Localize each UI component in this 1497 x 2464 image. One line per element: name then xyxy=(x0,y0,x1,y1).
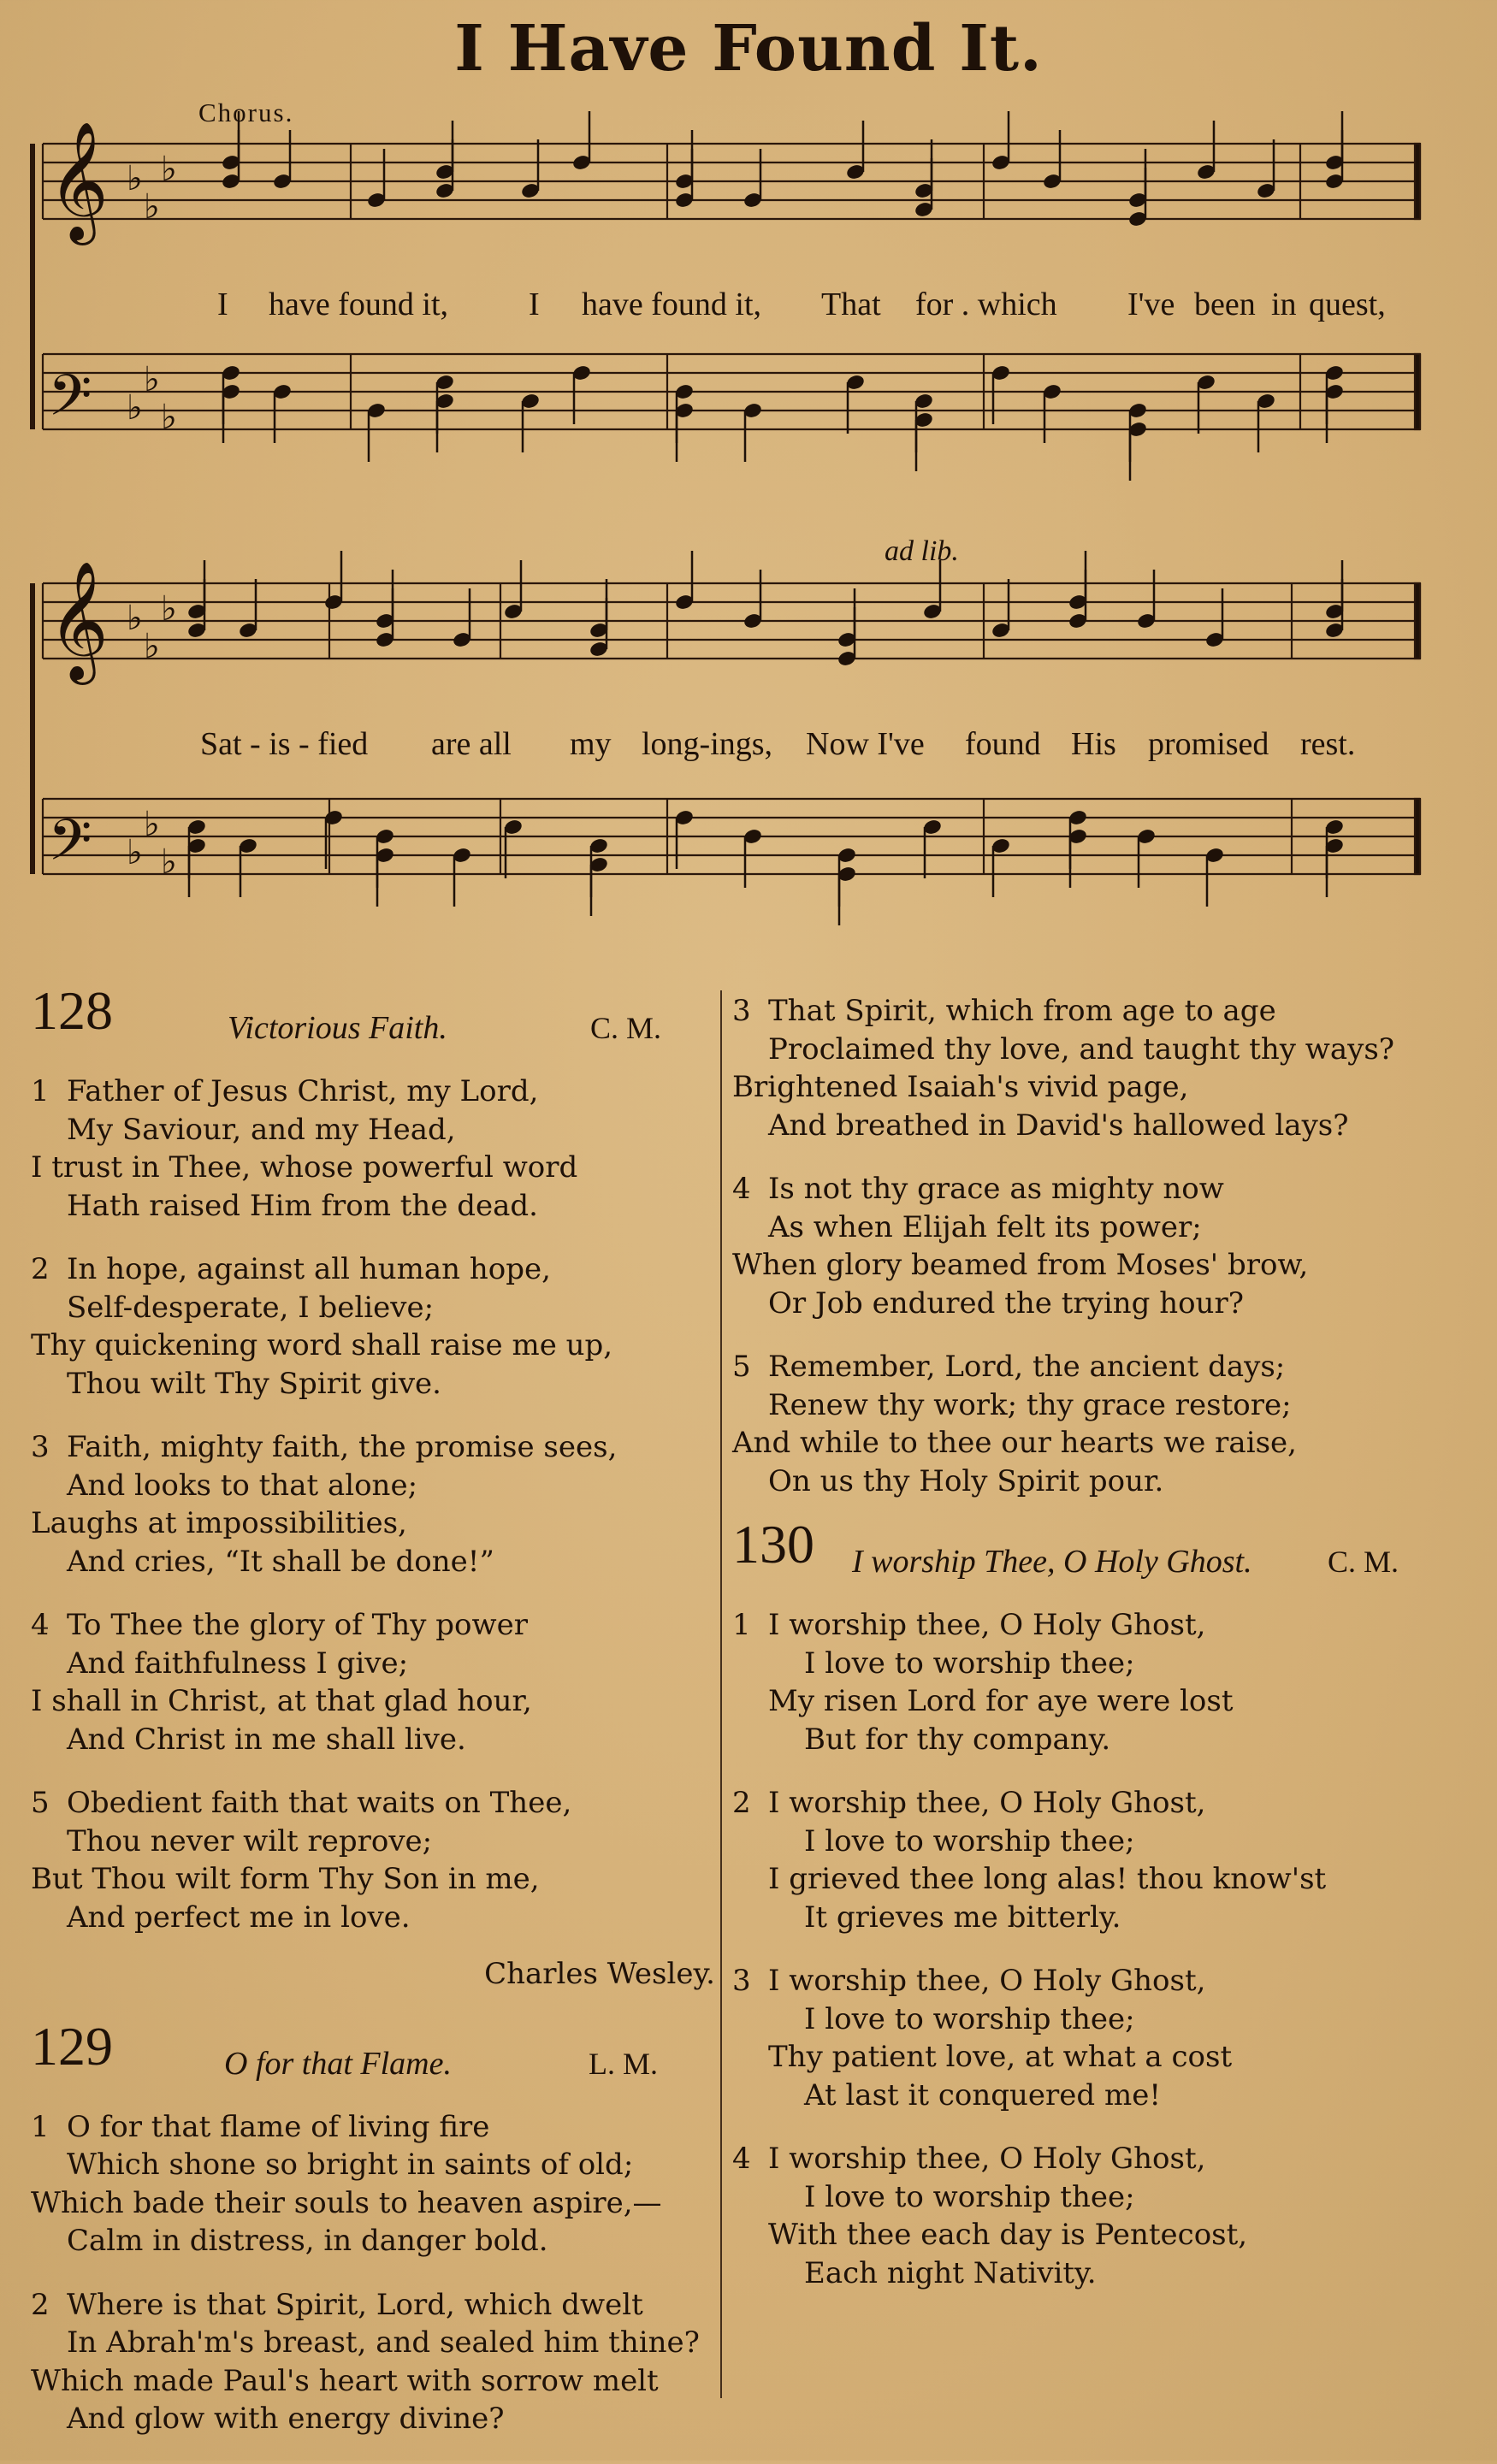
lyric-word: my xyxy=(570,726,612,762)
line-text: I worship thee, O Holy Ghost, xyxy=(768,1786,1206,1820)
stanza-line xyxy=(31,1289,715,1327)
stanza-number: 3 xyxy=(732,994,751,1028)
line-text: I worship thee, O Holy Ghost, xyxy=(768,2142,1206,2176)
line-text: And Christ in me shall live. xyxy=(67,1722,466,1757)
lyric-word: His xyxy=(1071,726,1116,762)
stanza-line xyxy=(732,1107,1468,1145)
stanza-line xyxy=(732,1899,1468,1937)
hymn-128 xyxy=(31,980,715,1994)
lyric-word: long-ings, xyxy=(642,726,773,762)
line-text: At last it conquered me! xyxy=(804,2077,1161,2112)
sheet-music xyxy=(0,0,1497,941)
stanza-line xyxy=(732,2077,1468,2115)
lyric-word: I've xyxy=(1127,287,1175,322)
stanza-line xyxy=(31,1327,715,1365)
lyric-word: have found it, xyxy=(269,287,449,322)
stanza-line xyxy=(31,1187,715,1226)
hymn-number: 129 xyxy=(31,2015,113,2077)
svg-text:♭: ♭ xyxy=(144,805,160,844)
stanza xyxy=(31,1606,715,1758)
stanza-line xyxy=(732,1348,1468,1386)
hymn-heading: Victorious Faith. xyxy=(228,1010,447,1046)
line-text: Thy quickening word shall raise me up, xyxy=(31,1328,613,1362)
line-text: Or Job endured the trying hour? xyxy=(768,1285,1244,1321)
hymn-130 xyxy=(732,1514,1468,2292)
stanza-number: 5 xyxy=(31,1786,50,1820)
line-text: Calm in distress, in danger bold. xyxy=(67,2224,548,2258)
line-text: Which shone so bright in saints of old; xyxy=(67,2148,634,2182)
line-text: O for that flame of living fire xyxy=(67,2109,490,2144)
line-text: And while to thee our hearts we raise, xyxy=(732,1426,1297,1460)
stanza-number: 4 xyxy=(732,2142,751,2176)
stanza-line xyxy=(31,1860,715,1899)
stanza-number: 1 xyxy=(31,1074,50,1108)
stanza-line xyxy=(31,1784,715,1823)
stanza-number: 4 xyxy=(31,1608,50,1642)
line-text: I love to worship thee; xyxy=(804,1823,1135,1858)
svg-text:♭: ♭ xyxy=(127,388,143,428)
stanza-line xyxy=(31,2146,715,2184)
line-text: With thee each day is Pentecost, xyxy=(768,2218,1248,2252)
lyric-word: in xyxy=(1271,287,1297,322)
left-column xyxy=(31,980,715,2464)
stanza-line xyxy=(732,2000,1468,2039)
line-text: Thy patient love, at what a cost xyxy=(768,2040,1233,2074)
hymn-heading: O for that Flame. xyxy=(224,2045,452,2082)
stanza-line xyxy=(732,2254,1468,2293)
svg-text:𝄢: 𝄢 xyxy=(48,807,92,887)
stanza-line xyxy=(732,1246,1468,1285)
lyric-word: have found it, xyxy=(582,287,762,322)
stanza-line xyxy=(31,2362,715,2401)
stanza-line xyxy=(31,1149,715,1187)
lyric-word: rest. xyxy=(1300,726,1356,762)
stanza-line xyxy=(31,2400,715,2438)
svg-text:♭: ♭ xyxy=(144,627,160,666)
line-text: As when Elijah felt its power; xyxy=(768,1209,1202,1244)
line-text: That Spirit, which from age to age xyxy=(768,994,1276,1028)
stanza-number: 3 xyxy=(31,1430,50,1464)
stanza-line xyxy=(31,1721,715,1759)
lyric-word: I xyxy=(217,287,228,322)
stanza-line xyxy=(31,1111,715,1149)
stanza xyxy=(732,1170,1468,1322)
line-text: But for thy company. xyxy=(804,1722,1111,1757)
stanza-line xyxy=(31,1072,715,1111)
lyric-word: are all xyxy=(431,726,512,762)
line-text: Brightened Isaiah's vivid page, xyxy=(732,1070,1189,1104)
ad-lib-marking: ad lib. xyxy=(885,535,959,567)
line-text: Thou wilt Thy Spirit give. xyxy=(67,1366,441,1401)
stanza-line xyxy=(732,1285,1468,1323)
line-text: I grieved thee long alas! thou know'st xyxy=(768,1862,1327,1896)
stanza-line xyxy=(31,1543,715,1581)
stanza-line xyxy=(31,1428,715,1467)
stanza-number: 2 xyxy=(732,1786,751,1820)
svg-text:♭: ♭ xyxy=(161,589,177,629)
line-text: Remember, Lord, the ancient days; xyxy=(768,1350,1286,1384)
stanza xyxy=(732,992,1468,1144)
stanza-line xyxy=(732,1645,1468,1683)
stanza-line xyxy=(732,1606,1468,1645)
line-text: I love to worship thee; xyxy=(804,2179,1135,2214)
lyric-word: found xyxy=(965,726,1041,762)
svg-text:♭: ♭ xyxy=(127,159,143,198)
line-text: On us thy Holy Spirit pour. xyxy=(768,1463,1164,1498)
stanza-line xyxy=(732,1682,1468,1721)
stanza-line xyxy=(732,992,1468,1031)
line-text: My Saviour, and my Head, xyxy=(67,1112,456,1147)
stanza xyxy=(732,1962,1468,2114)
line-text: I shall in Christ, at that glad hour, xyxy=(31,1684,532,1718)
line-text: Each night Nativity. xyxy=(804,2255,1097,2290)
line-text: And glow with energy divine? xyxy=(67,2402,505,2436)
stanza-number: 1 xyxy=(31,2109,50,2144)
line-text: Laughs at impossibilities, xyxy=(31,1506,407,1540)
line-text: Which made Paul's heart with sorrow melt xyxy=(31,2363,659,2398)
line-text: Which bade their souls to heaven aspire,— xyxy=(31,2185,662,2220)
line-text: In Abrah'm's breast, and sealed him thine? xyxy=(67,2325,700,2360)
stanza-line xyxy=(732,1823,1468,1861)
hymn-heading: I worship Thee, O Holy Ghost. xyxy=(852,1544,1252,1580)
stanza-line xyxy=(732,1170,1468,1208)
stanza-line xyxy=(732,1031,1468,1069)
svg-text:♭: ♭ xyxy=(161,842,177,882)
line-text: I trust in Thee, whose powerful word xyxy=(31,1150,578,1185)
svg-text:♭: ♭ xyxy=(161,150,177,189)
hymn-author: Charles Wesley. xyxy=(484,1957,715,1991)
line-text: To Thee the glory of Thy power xyxy=(67,1608,528,1642)
lyric-word: been xyxy=(1194,287,1256,322)
line-text: Obedient faith that waits on Thee, xyxy=(67,1786,572,1820)
stanza-line xyxy=(31,1365,715,1403)
line-text: Faith, mighty faith, the promise sees, xyxy=(67,1430,618,1464)
line-text: And perfect me in love. xyxy=(67,1900,411,1935)
line-text: And cries, “It shall be done!” xyxy=(67,1544,494,1579)
stanza-number: 1 xyxy=(732,1608,751,1642)
stanza-number: 4 xyxy=(732,1172,751,1206)
line-text: And faithfulness I give; xyxy=(67,1646,409,1681)
stanza-line xyxy=(732,1962,1468,2000)
hymn-meter: C. M. xyxy=(1328,1545,1399,1579)
line-text: I love to worship thee; xyxy=(804,1646,1135,1681)
stanza xyxy=(732,1784,1468,1936)
right-column xyxy=(732,992,1468,2318)
stanza-number: 5 xyxy=(732,1350,751,1384)
stanza-line xyxy=(31,1606,715,1645)
line-text: Is not thy grace as mighty now xyxy=(768,1172,1224,1206)
stanza-line xyxy=(31,2286,715,2325)
line-text: Renew thy work; thy grace restore; xyxy=(768,1387,1292,1422)
line-text: In hope, against all human hope, xyxy=(67,1252,551,1286)
line-text: And looks to that alone; xyxy=(67,1468,418,1503)
svg-text:♭: ♭ xyxy=(161,398,177,437)
stanza-line xyxy=(732,1860,1468,1899)
lyric-word: for . which xyxy=(915,287,1057,322)
stanza-line xyxy=(31,2222,715,2260)
stanza-line xyxy=(732,2178,1468,2217)
lyric-word: Now I've xyxy=(806,726,925,762)
stanza-line xyxy=(732,2140,1468,2178)
line-text: But Thou wilt form Thy Son in me, xyxy=(31,1862,540,1896)
lyric-word: That xyxy=(821,287,881,322)
line-text: Where is that Spirit, Lord, which dwelt xyxy=(67,2287,643,2322)
lyric-word: Sat - is - fied xyxy=(200,726,369,762)
line-text: I worship thee, O Holy Ghost, xyxy=(768,1964,1206,1998)
hymn-meter: C. M. xyxy=(590,1011,662,1045)
lyric-word: quest, xyxy=(1309,287,1386,322)
line-text: Thou never wilt reprove; xyxy=(67,1823,433,1858)
line-text: Father of Jesus Christ, my Lord, xyxy=(67,1074,539,1108)
stanza-line xyxy=(732,1386,1468,1425)
stanza-line xyxy=(732,1208,1468,1247)
stanza-line xyxy=(732,1068,1468,1107)
stanza-number: 2 xyxy=(31,1252,50,1286)
stanza-line xyxy=(732,1784,1468,1823)
line-text: Hath raised Him from the dead. xyxy=(67,1188,538,1223)
line-text: It grieves me bitterly. xyxy=(804,1900,1121,1935)
hymn-meter: L. M. xyxy=(589,2046,658,2081)
stanza xyxy=(31,1428,715,1581)
line-text: And breathed in David's hallowed lays? xyxy=(768,1108,1349,1143)
line-text: Self-desperate, I believe; xyxy=(67,1290,435,1325)
stanza xyxy=(732,2140,1468,2292)
column-divider xyxy=(720,990,722,2398)
svg-text:♭: ♭ xyxy=(144,187,160,227)
stanza-line xyxy=(31,1823,715,1861)
svg-text:♭: ♭ xyxy=(127,599,143,638)
chorus-label: Chorus. xyxy=(198,97,294,127)
stanza-number: 2 xyxy=(31,2287,50,2322)
stanza-line xyxy=(31,1250,715,1289)
hymn-number: 130 xyxy=(732,1514,814,1575)
stanza-line xyxy=(31,2108,715,2147)
hymn-title: I Have Found It. xyxy=(454,12,1043,86)
svg-text:𝄞: 𝄞 xyxy=(48,561,109,680)
svg-text:𝄢: 𝄢 xyxy=(48,363,92,442)
line-text: When glory beamed from Moses' brow, xyxy=(732,1248,1309,1282)
stanza-line xyxy=(31,2324,715,2362)
stanza-line xyxy=(732,2038,1468,2077)
svg-text:𝄞: 𝄞 xyxy=(48,121,109,240)
stanza xyxy=(31,2286,715,2438)
stanza xyxy=(31,1250,715,1403)
svg-text:♭: ♭ xyxy=(127,833,143,872)
stanza-line xyxy=(732,1424,1468,1462)
stanza-line xyxy=(31,1645,715,1683)
stanza xyxy=(31,2108,715,2260)
line-text: I love to worship thee; xyxy=(804,2001,1135,2036)
stanza-line xyxy=(31,1504,715,1543)
line-text: I worship thee, O Holy Ghost, xyxy=(768,1608,1206,1642)
lyric-word: I xyxy=(529,287,540,322)
stanza-line xyxy=(31,1467,715,1505)
line-text: Proclaimed thy love, and taught thy ways? xyxy=(768,1031,1394,1067)
lyric-word: promised xyxy=(1148,726,1269,762)
stanza-number: 3 xyxy=(732,1964,751,1998)
line-text: My risen Lord for aye were lost xyxy=(768,1684,1234,1718)
stanza xyxy=(31,1072,715,1225)
stanza-line xyxy=(31,2184,715,2223)
stanza xyxy=(732,1348,1468,1500)
stanza xyxy=(732,1606,1468,1758)
stanza-line xyxy=(732,2216,1468,2254)
stanza-line xyxy=(31,1899,715,1937)
svg-text:♭: ♭ xyxy=(144,360,160,399)
stanza xyxy=(31,1784,715,1936)
stanza-line xyxy=(732,1462,1468,1501)
hymn-number: 128 xyxy=(31,980,113,1041)
stanza-line xyxy=(31,1682,715,1721)
hymn-129 xyxy=(31,2015,715,2438)
stanza-line xyxy=(732,1721,1468,1759)
